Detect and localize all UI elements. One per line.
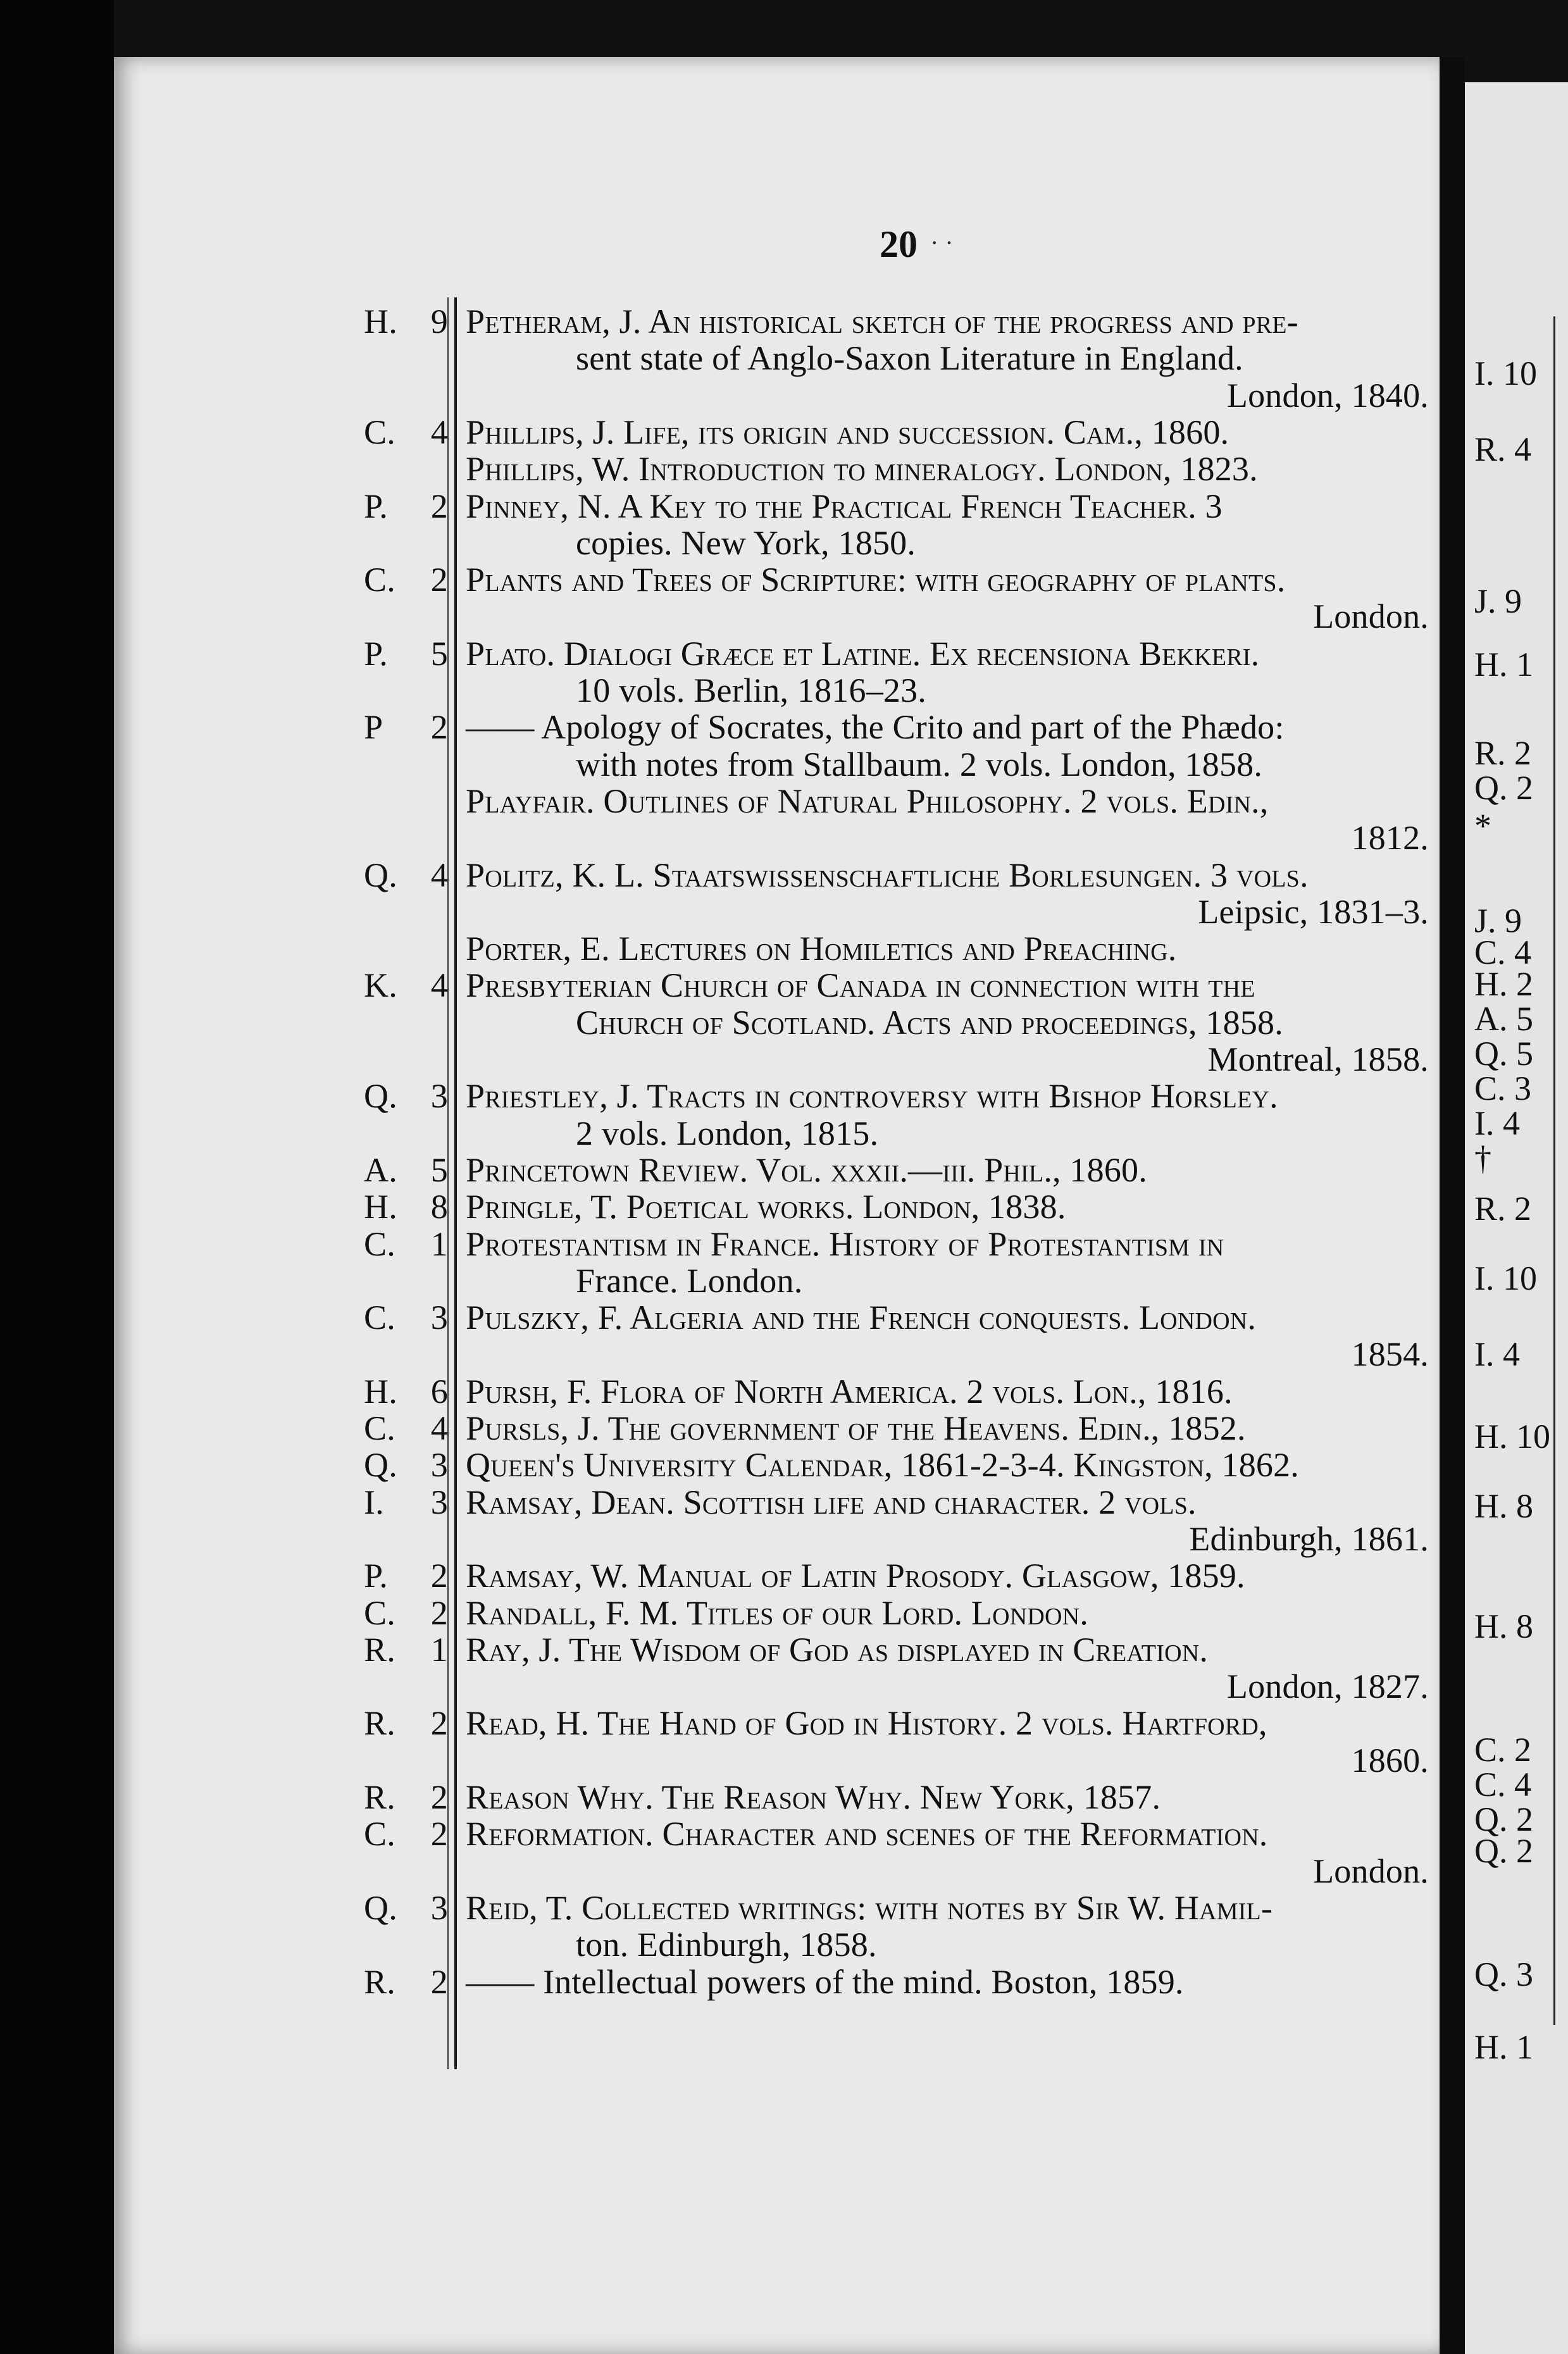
shelf-letter: A.	[364, 1150, 397, 1189]
shelf-letter: R.	[364, 1962, 395, 2001]
shelf-letter: P.	[364, 487, 388, 525]
entry-text: Pulszky, F. Algeria and the French conquests. London.	[466, 1298, 1257, 1337]
entry-text: Reformation. Character and scenes of the Reformation.	[466, 1815, 1268, 1853]
shelf-number: 3	[430, 1888, 448, 1927]
entry-text: Queen's University Calendar, 1861-2-3-4. Kingston, 1862.	[466, 1446, 1299, 1485]
shelf-letter: K.	[364, 966, 397, 1005]
shelf-letter: Q.	[364, 856, 397, 894]
adjacent-page-shelf-mark: H. 2	[1474, 965, 1533, 1003]
entry-text: Politz, K. L. Staatswissenschaftliche Borlesungen. 3 vols.	[466, 856, 1309, 894]
shelf-number: 1	[430, 1630, 448, 1669]
shelf-number: 2	[430, 1557, 448, 1595]
entry-text: Phillips, W. Introduction to mineralogy. London, 1823.	[466, 450, 1258, 489]
shelf-number: 2	[430, 487, 448, 525]
shelf-letter: C.	[364, 413, 395, 451]
entry-text: Ramsay, W. Manual of Latin Prosody. Glasgow, 1859.	[466, 1557, 1245, 1595]
shelf-number: 2	[430, 1962, 448, 2001]
entry-text: Ray, J. The Wisdom of God as displayed in Creation.	[466, 1630, 1209, 1669]
shelf-letter: R.	[364, 1778, 395, 1816]
shelf-letter: C.	[364, 561, 395, 599]
adjacent-page-shelf-mark: C. 3	[1474, 1069, 1532, 1107]
adjacent-page-shelf-mark: I. 10	[1474, 354, 1537, 392]
entry-text: Leipsic, 1831–3.	[1198, 892, 1429, 931]
adjacent-page-shelf-mark: I. 4	[1474, 1104, 1520, 1142]
entry-text: Presbyterian Church of Canada in connection with the	[466, 966, 1255, 1005]
shelf-letter: R.	[364, 1704, 395, 1743]
page-number-dots: · ·	[930, 228, 954, 257]
entry-text: Plants and Trees of Scripture: with geography of plants.	[466, 561, 1286, 599]
entry-text: Protestantism in France. History of Protestantism in	[466, 1224, 1224, 1263]
adjacent-page-shelf-mark: Q. 2	[1474, 1832, 1533, 1870]
entry-text: Reid, T. Collected writings: with notes by Sir W. Hamil-	[466, 1888, 1273, 1927]
adjacent-page-shelf-mark: R. 2	[1474, 1190, 1532, 1228]
adjacent-page-shelf-mark: A. 5	[1474, 1000, 1533, 1038]
adjacent-page-shelf-mark: Q. 3	[1474, 1955, 1533, 1993]
entry-text: Reason Why. The Reason Why. New York, 1857.	[466, 1778, 1161, 1816]
entry-text: 2 vols. London, 1815.	[576, 1114, 879, 1152]
shelf-number: 5	[430, 634, 448, 673]
adjacent-page-shelf-mark: C. 4	[1474, 1766, 1532, 1803]
shelf-letter: C.	[364, 1409, 395, 1447]
entry-text: 1854.	[1351, 1335, 1429, 1374]
shelf-letter: H.	[364, 1188, 397, 1226]
entry-text: Phillips, J. Life, its origin and succession. Cam., 1860.	[466, 413, 1229, 451]
shelf-number: 2	[430, 1593, 448, 1632]
adjacent-page-shelf-mark: I. 4	[1474, 1335, 1520, 1373]
entry-text: Pringle, T. Poetical works. London, 1838.	[466, 1188, 1066, 1226]
shelf-number: 3	[430, 1298, 448, 1337]
entry-text: 1860.	[1351, 1741, 1429, 1779]
adjacent-page-shelf-mark: H. 1	[1474, 645, 1533, 683]
shelf-number: 2	[430, 561, 448, 599]
entry-text: Edinburgh, 1861.	[1189, 1519, 1429, 1558]
scan-border-left	[0, 0, 114, 2354]
adjacent-page-shelf-mark: I. 10	[1474, 1259, 1537, 1297]
shelf-number: 1	[430, 1224, 448, 1263]
adjacent-page-shelf-mark: Q. 2	[1474, 1800, 1533, 1838]
shelf-number: 9	[430, 302, 448, 340]
adjacent-page-shelf-mark: R. 2	[1474, 734, 1532, 772]
page-number: 20	[880, 223, 918, 265]
adjacent-page-shelf-mark: H. 1	[1474, 2028, 1533, 2066]
adjacent-page-shelf-mark: †	[1474, 1139, 1491, 1177]
shelf-number: 3	[430, 1483, 448, 1521]
entry-text: France. London.	[576, 1261, 803, 1300]
shelf-number: 3	[430, 1446, 448, 1485]
shelf-number: 3	[430, 1077, 448, 1116]
book-gutter	[1440, 57, 1465, 2354]
shelf-letter: H.	[364, 302, 397, 340]
shelf-number: 6	[430, 1372, 448, 1411]
shelf-letter: H.	[364, 1372, 397, 1411]
shelf-letter: P.	[364, 1557, 388, 1595]
entry-text: London.	[1313, 597, 1429, 636]
shelf-number: 2	[430, 1704, 448, 1743]
shelf-number: 4	[430, 413, 448, 451]
entry-text: —— Apology of Socrates, the Crito and part of the Phædo:	[466, 708, 1285, 747]
adjacent-page-shelf-mark: H. 8	[1474, 1487, 1533, 1525]
entry-text: Church of Scotland. Acts and proceedings, 1858.	[576, 1003, 1283, 1042]
shelf-number: 2	[430, 1778, 448, 1816]
entry-text: Read, H. The Hand of God in History. 2 vols. Hartford,	[466, 1704, 1267, 1743]
shelf-number: 2	[430, 1815, 448, 1853]
shelf-number: 2	[430, 708, 448, 747]
adjacent-page-shelf-mark: J. 9	[1474, 902, 1522, 940]
adjacent-page-shelf-mark: *	[1474, 807, 1491, 845]
shelf-number: 8	[430, 1188, 448, 1226]
shelf-letter: C.	[364, 1593, 395, 1632]
entry-text: 1812.	[1351, 819, 1429, 857]
entry-text: Priestley, J. Tracts in controversy with Bishop Horsley.	[466, 1077, 1278, 1116]
entry-text: 10 vols. Berlin, 1816–23.	[576, 671, 926, 709]
shelf-number: 4	[430, 966, 448, 1005]
shelf-letter: P	[364, 708, 383, 747]
shelf-letter: P.	[364, 634, 388, 673]
shelf-letter: C.	[364, 1815, 395, 1853]
entry-text: London.	[1313, 1852, 1429, 1890]
shelf-letter: Q.	[364, 1446, 397, 1485]
adjacent-page-shelf-mark: C. 4	[1474, 933, 1532, 971]
adjacent-page-shelf-mark: C. 2	[1474, 1731, 1532, 1769]
entry-text: Montreal, 1858.	[1207, 1040, 1429, 1078]
adjacent-page-shelf-mark: R. 4	[1474, 430, 1532, 468]
entry-text: Pursh, F. Flora of North America. 2 vols. Lon., 1816.	[466, 1372, 1233, 1411]
shelf-letter: C.	[364, 1224, 395, 1263]
shelf-letter: C.	[364, 1298, 395, 1337]
adjacent-page-shelf-mark: Q. 5	[1474, 1035, 1533, 1073]
entry-text: —— Intellectual powers of the mind. Boston, 1859.	[466, 1962, 1184, 2001]
entry-text: copies. New York, 1850.	[576, 523, 916, 562]
entry-text: London, 1827.	[1226, 1667, 1429, 1706]
adjacent-page-shelf-mark: J. 9	[1474, 582, 1522, 620]
entry-text: London, 1840.	[1226, 376, 1429, 414]
shelf-letter: R.	[364, 1630, 395, 1669]
entry-text: Playfair. Outlines of Natural Philosophy. 2 vols. Edin.,	[466, 782, 1269, 820]
entry-text: Pinney, N. A Key to the Practical French Teacher. 3	[466, 487, 1223, 525]
entry-text: Petheram, J. An historical sketch of the progress and pre-	[466, 302, 1298, 340]
adjacent-page-shelf-mark: Q. 2	[1474, 769, 1533, 807]
shelf-letter: Q.	[364, 1077, 397, 1116]
shelf-letter: I.	[364, 1483, 384, 1521]
entry-text: Randall, F. M. Titles of our Lord. London.	[466, 1593, 1088, 1632]
entry-text: with notes from Stallbaum. 2 vols. London, 1858.	[576, 745, 1263, 783]
entry-text: Ramsay, Dean. Scottish life and character. 2 vols.	[466, 1483, 1197, 1521]
entry-text: Porter, E. Lectures on Homiletics and Preaching.	[466, 930, 1177, 968]
entry-text: sent state of Anglo-Saxon Literature in England.	[576, 339, 1243, 378]
shelf-number: 4	[430, 856, 448, 894]
entry-text: ton. Edinburgh, 1858.	[576, 1926, 877, 1964]
entry-text: Pursls, J. The government of the Heavens. Edin., 1852.	[466, 1409, 1246, 1447]
adjacent-page-shelf-mark: H. 10	[1474, 1417, 1550, 1455]
adjacent-page-shelf-mark: H. 8	[1474, 1607, 1533, 1645]
shelf-number: 4	[430, 1409, 448, 1447]
shelf-column-rule	[454, 297, 457, 2069]
adjacent-page-rule	[1553, 316, 1555, 2025]
entry-text: Princetown Review. Vol. xxxii.—iii. Phil., 1860.	[466, 1150, 1147, 1189]
entry-text: Plato. Dialogi Græce et Latine. Ex recensiona Bekkeri.	[466, 634, 1260, 673]
shelf-number: 5	[430, 1150, 448, 1189]
shelf-letter: Q.	[364, 1888, 397, 1927]
